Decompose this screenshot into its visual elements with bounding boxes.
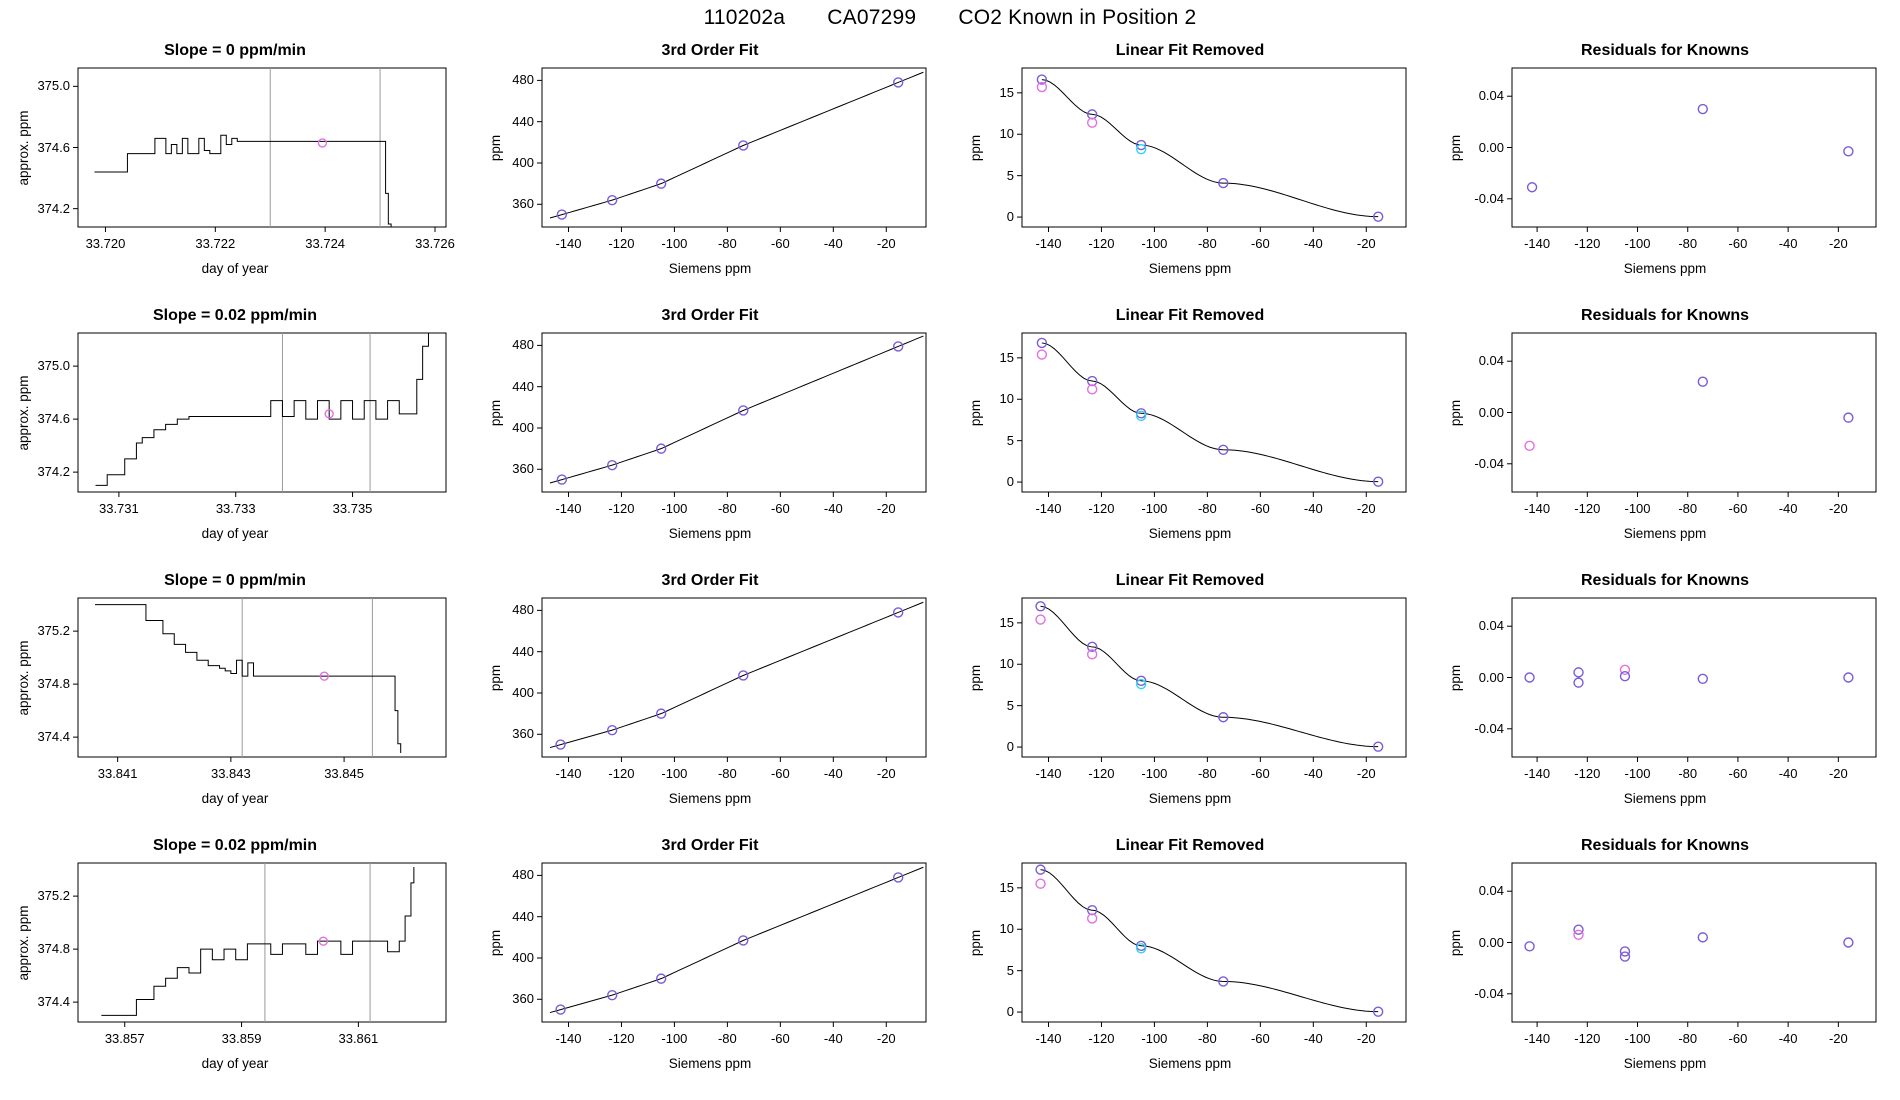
- x-tick-label: -60: [770, 766, 790, 781]
- fit-curve: [1041, 870, 1379, 1012]
- x-axis-label: Siemens ppm: [1623, 1056, 1707, 1071]
- x-tick-label: 33.722: [195, 236, 236, 251]
- y-axis-label: ppm: [968, 664, 983, 691]
- plot-box: [542, 68, 926, 227]
- y-axis-label: approx. ppm: [16, 904, 31, 981]
- x-tick-label: 33.845: [324, 766, 364, 781]
- x-tick-label: -20: [1828, 1031, 1848, 1046]
- y-axis-label: ppm: [1448, 664, 1463, 691]
- panel-r3-c4: [1430, 564, 1900, 829]
- fit-curve: [1042, 80, 1378, 217]
- x-tick-label: -40: [1778, 1031, 1798, 1046]
- plot-box: [542, 863, 926, 1022]
- data-point: [1037, 350, 1046, 359]
- x-tick-label: -60: [770, 236, 790, 251]
- panel-row-4: [0, 829, 1900, 1094]
- x-tick-label: -40: [823, 501, 843, 516]
- x-tick-label: -80: [1197, 1031, 1217, 1046]
- y-axis-label: ppm: [488, 929, 503, 956]
- y-tick-label: 375.0: [37, 358, 70, 374]
- plot-area: [950, 564, 1430, 829]
- panel-row-3: [0, 564, 1900, 829]
- x-tick-label: -80: [1197, 766, 1217, 781]
- x-tick-label: 33.726: [415, 236, 455, 251]
- x-tick-label: -60: [1250, 236, 1270, 251]
- panel-r1-c1: [0, 34, 470, 299]
- panel-title: Linear Fit Removed: [1115, 307, 1265, 324]
- x-axis-label: day of year: [201, 791, 269, 806]
- x-tick-label: -40: [823, 1031, 843, 1046]
- y-axis-label: approx. ppm: [16, 374, 31, 451]
- plot-area: [950, 34, 1430, 299]
- x-axis-label: Siemens ppm: [1148, 526, 1232, 541]
- panel-r4-c1: [0, 829, 470, 1094]
- panel-r1-c3: [950, 34, 1430, 299]
- residual-point: [1698, 674, 1707, 683]
- y-tick-label: 360: [512, 991, 534, 1007]
- y-tick-label: 440: [512, 908, 534, 924]
- y-tick-label: 360: [512, 196, 534, 212]
- x-tick-label: -40: [1778, 236, 1798, 251]
- plot-box: [78, 333, 446, 492]
- data-point: [1037, 338, 1046, 347]
- residual-point: [1574, 678, 1583, 687]
- x-tick-label: -20: [1828, 236, 1848, 251]
- panel-title: Slope = 0.02 ppm/min: [152, 307, 318, 324]
- y-tick-label: 10: [999, 391, 1014, 407]
- x-tick-label: -120: [1088, 766, 1115, 781]
- plot-box: [78, 863, 446, 1022]
- x-tick-label: -40: [823, 236, 843, 251]
- plot-box: [1512, 333, 1876, 492]
- x-tick-label: -100: [1141, 1031, 1168, 1046]
- y-tick-label: 400: [512, 949, 534, 965]
- y-tick-label: 0.04: [1478, 883, 1504, 899]
- y-tick-label: 400: [512, 419, 534, 435]
- x-tick-label: -80: [1197, 501, 1217, 516]
- fit-curve: [550, 602, 923, 747]
- x-axis-label: Siemens ppm: [668, 526, 752, 541]
- panel-title: Slope = 0 ppm/min: [164, 572, 306, 589]
- title-cylinder: CA07299: [827, 6, 917, 29]
- y-axis-label: ppm: [488, 664, 503, 691]
- panel-row-2: [0, 299, 1900, 564]
- fit-curve: [550, 867, 923, 1012]
- plot-box: [1512, 863, 1876, 1022]
- y-tick-label: 360: [512, 461, 534, 477]
- x-tick-label: -40: [1303, 501, 1323, 516]
- residual-point: [1525, 441, 1534, 450]
- x-tick-label: -80: [717, 766, 737, 781]
- y-tick-label: 10: [999, 656, 1014, 672]
- panel-title: Residuals for Knowns: [1580, 572, 1750, 589]
- panel-title: Slope = 0.02 ppm/min: [152, 837, 318, 854]
- y-tick-label: 0.00: [1478, 669, 1504, 685]
- y-tick-label: 375.0: [37, 78, 70, 94]
- panel-title: 3rd Order Fit: [661, 307, 759, 324]
- y-tick-label: 5: [1006, 962, 1014, 978]
- x-tick-label: -120: [608, 236, 635, 251]
- x-axis-label: Siemens ppm: [1148, 261, 1232, 276]
- panel-title: Slope = 0 ppm/min: [164, 42, 306, 59]
- panel-title: 3rd Order Fit: [661, 572, 759, 589]
- x-tick-label: -140: [555, 236, 582, 251]
- x-tick-label: 33.724: [305, 236, 346, 251]
- y-tick-label: 5: [1006, 697, 1014, 713]
- x-tick-label: -60: [1728, 236, 1748, 251]
- y-tick-label: 0: [1006, 474, 1014, 490]
- x-tick-label: -100: [1141, 501, 1168, 516]
- y-axis-label: ppm: [968, 134, 983, 161]
- y-tick-label: -0.04: [1474, 985, 1504, 1001]
- panel-title: Residuals for Knowns: [1580, 307, 1750, 324]
- x-tick-label: -20: [876, 236, 896, 251]
- x-tick-label: -20: [1356, 766, 1376, 781]
- plot-box: [1512, 598, 1876, 757]
- plot-box: [1022, 598, 1406, 757]
- y-tick-label: 375.2: [37, 623, 70, 639]
- x-tick-label: -140: [1524, 236, 1551, 251]
- y-tick-label: 440: [512, 378, 534, 394]
- x-tick-label: -80: [717, 501, 737, 516]
- y-axis-label: ppm: [1448, 929, 1463, 956]
- y-tick-label: 374.4: [37, 994, 70, 1010]
- y-tick-label: 0: [1006, 209, 1014, 225]
- x-tick-label: 33.857: [104, 1031, 145, 1046]
- y-tick-label: 0.04: [1478, 353, 1504, 369]
- timeseries-line: [96, 333, 429, 485]
- panel-row-1: [0, 34, 1900, 299]
- y-tick-label: 374.2: [37, 464, 70, 480]
- x-tick-label: -60: [770, 1031, 790, 1046]
- residual-point: [1844, 413, 1853, 422]
- x-axis-label: day of year: [201, 1056, 269, 1071]
- panel-title: Residuals for Knowns: [1580, 42, 1750, 59]
- x-tick-label: -20: [1828, 766, 1848, 781]
- x-tick-label: -100: [661, 236, 688, 251]
- fit-curve: [1042, 343, 1378, 482]
- y-tick-label: 0.04: [1478, 618, 1504, 634]
- panel-grid: [0, 34, 1900, 1094]
- x-tick-label: -60: [1250, 766, 1270, 781]
- y-tick-label: 0.00: [1478, 934, 1504, 950]
- x-tick-label: -60: [1728, 766, 1748, 781]
- panel-title: Linear Fit Removed: [1115, 837, 1265, 854]
- x-axis-label: Siemens ppm: [1623, 791, 1707, 806]
- x-tick-label: -80: [717, 236, 737, 251]
- panel-r3-c3: [950, 564, 1430, 829]
- plot-box: [78, 598, 446, 757]
- panel-title: 3rd Order Fit: [661, 837, 759, 854]
- y-tick-label: 440: [512, 643, 534, 659]
- x-tick-label: -140: [555, 766, 582, 781]
- x-tick-label: -60: [770, 501, 790, 516]
- timeseries-line: [95, 605, 401, 753]
- y-tick-label: 374.6: [37, 139, 70, 155]
- x-tick-label: 33.843: [210, 766, 251, 781]
- x-tick-label: -140: [1035, 766, 1062, 781]
- fit-curve: [550, 336, 923, 483]
- x-tick-label: -140: [1524, 501, 1551, 516]
- x-tick-label: -140: [1035, 1031, 1062, 1046]
- x-tick-label: -140: [555, 1031, 582, 1046]
- x-tick-label: -80: [1678, 1031, 1698, 1046]
- plot-area: [950, 829, 1430, 1094]
- y-tick-label: 440: [512, 113, 534, 129]
- x-tick-label: -100: [1141, 766, 1168, 781]
- x-tick-label: -120: [1574, 501, 1601, 516]
- data-point: [1036, 615, 1045, 624]
- x-tick-label: -40: [1303, 766, 1323, 781]
- y-tick-label: 374.2: [37, 200, 70, 216]
- plot-area: [1430, 829, 1900, 1094]
- y-tick-label: 480: [512, 867, 534, 883]
- x-tick-label: -40: [1303, 1031, 1323, 1046]
- residual-point: [1525, 673, 1534, 682]
- y-tick-label: 5: [1006, 432, 1014, 448]
- y-tick-label: -0.04: [1474, 190, 1504, 206]
- plot-area: [0, 299, 470, 564]
- y-tick-label: 400: [512, 154, 534, 170]
- fit-curve: [550, 72, 923, 218]
- x-tick-label: -40: [1778, 766, 1798, 781]
- x-tick-label: 33.733: [215, 501, 256, 516]
- y-tick-label: 10: [999, 921, 1014, 937]
- panel-title: Linear Fit Removed: [1115, 42, 1265, 59]
- x-tick-label: -60: [1250, 1031, 1270, 1046]
- plot-area: [0, 564, 470, 829]
- x-tick-label: -120: [1574, 766, 1601, 781]
- panel-r4-c2: [470, 829, 950, 1094]
- panel-r1-c4: [1430, 34, 1900, 299]
- x-tick-label: -80: [1197, 236, 1217, 251]
- x-axis-label: Siemens ppm: [668, 791, 752, 806]
- panel-title: 3rd Order Fit: [661, 42, 759, 59]
- fit-curve: [1041, 606, 1379, 746]
- x-tick-label: -20: [1356, 501, 1376, 516]
- x-tick-label: -20: [1356, 236, 1376, 251]
- x-tick-label: -120: [1088, 501, 1115, 516]
- plot-box: [1022, 68, 1406, 227]
- x-tick-label: -40: [1778, 501, 1798, 516]
- y-tick-label: 0.04: [1478, 88, 1504, 104]
- plot-area: [470, 829, 950, 1094]
- y-tick-label: 374.8: [37, 676, 70, 692]
- panel-r2-c4: [1430, 299, 1900, 564]
- residual-point: [1528, 183, 1537, 192]
- x-tick-label: -140: [555, 501, 582, 516]
- y-tick-label: 374.8: [37, 941, 70, 957]
- x-tick-label: 33.720: [85, 236, 126, 251]
- y-tick-label: 0: [1006, 1004, 1014, 1020]
- plot-area: [1430, 34, 1900, 299]
- y-axis-label: ppm: [488, 134, 503, 161]
- x-axis-label: Siemens ppm: [1623, 526, 1707, 541]
- y-tick-label: 360: [512, 726, 534, 742]
- x-tick-label: -120: [608, 766, 635, 781]
- plot-area: [950, 299, 1430, 564]
- x-tick-label: 33.859: [221, 1031, 262, 1046]
- y-axis-label: ppm: [488, 399, 503, 426]
- x-tick-label: -140: [1035, 236, 1062, 251]
- x-tick-label: -60: [1728, 501, 1748, 516]
- residual-point: [1844, 938, 1853, 947]
- panel-r3-c1: [0, 564, 470, 829]
- x-tick-label: -80: [717, 1031, 737, 1046]
- x-tick-label: -20: [1828, 501, 1848, 516]
- y-tick-label: 15: [999, 879, 1014, 895]
- plot-box: [542, 333, 926, 492]
- residual-point: [1698, 105, 1707, 114]
- panel-r4-c4: [1430, 829, 1900, 1094]
- residual-point: [1698, 377, 1707, 386]
- x-tick-label: -40: [823, 766, 843, 781]
- title-description: CO2 Known in Position 2: [958, 6, 1197, 29]
- x-tick-label: -40: [1303, 236, 1323, 251]
- panel-r3-c2: [470, 564, 950, 829]
- x-tick-label: -80: [1678, 501, 1698, 516]
- residual-point: [1525, 942, 1534, 951]
- y-tick-label: 374.6: [37, 411, 70, 427]
- plot-area: [0, 34, 470, 299]
- panel-title: Linear Fit Removed: [1115, 572, 1265, 589]
- x-axis-label: Siemens ppm: [668, 261, 752, 276]
- x-tick-label: -100: [1624, 766, 1651, 781]
- x-tick-label: -100: [1624, 236, 1651, 251]
- plot-box: [542, 598, 926, 757]
- y-axis-label: approx. ppm: [16, 639, 31, 716]
- x-tick-label: -20: [876, 766, 896, 781]
- x-tick-label: -60: [1250, 501, 1270, 516]
- residual-point: [1574, 668, 1583, 677]
- x-tick-label: -120: [608, 501, 635, 516]
- x-tick-label: 33.731: [98, 501, 139, 516]
- x-tick-label: -20: [876, 1031, 896, 1046]
- x-tick-label: -80: [1678, 766, 1698, 781]
- y-tick-label: -0.04: [1474, 455, 1504, 471]
- panel-r1-c2: [470, 34, 950, 299]
- x-axis-label: Siemens ppm: [1623, 261, 1707, 276]
- y-axis-label: ppm: [1448, 399, 1463, 426]
- x-tick-label: -80: [1678, 236, 1698, 251]
- x-tick-label: -100: [1624, 501, 1651, 516]
- y-axis-label: approx. ppm: [16, 109, 31, 186]
- timeseries-line: [101, 867, 414, 1015]
- x-axis-label: Siemens ppm: [1148, 791, 1232, 806]
- y-axis-label: ppm: [968, 399, 983, 426]
- x-tick-label: 33.735: [332, 501, 373, 516]
- y-tick-label: 5: [1006, 167, 1014, 183]
- figure-title: [0, 6, 1900, 30]
- data-point: [1036, 879, 1045, 888]
- x-tick-label: -120: [1574, 1031, 1601, 1046]
- x-axis-label: day of year: [201, 261, 269, 276]
- x-axis-label: Siemens ppm: [668, 1056, 752, 1071]
- x-tick-label: -120: [1088, 1031, 1115, 1046]
- x-tick-label: -120: [608, 1031, 635, 1046]
- x-tick-label: -100: [661, 1031, 688, 1046]
- panel-title: Residuals for Knowns: [1580, 837, 1750, 854]
- plot-area: [0, 829, 470, 1094]
- x-tick-label: 33.841: [97, 766, 138, 781]
- y-tick-label: -0.04: [1474, 720, 1504, 736]
- plot-area: [1430, 299, 1900, 564]
- x-tick-label: -120: [1574, 236, 1601, 251]
- timeseries-line: [94, 135, 391, 227]
- residual-point: [1844, 147, 1853, 156]
- y-tick-label: 400: [512, 684, 534, 700]
- plot-box: [1022, 863, 1406, 1022]
- y-tick-label: 10: [999, 126, 1014, 142]
- y-tick-label: 15: [999, 84, 1014, 100]
- y-tick-label: 15: [999, 349, 1014, 365]
- y-tick-label: 480: [512, 337, 534, 353]
- x-tick-label: -100: [661, 501, 688, 516]
- x-tick-label: -60: [1728, 1031, 1748, 1046]
- x-tick-label: -100: [1141, 236, 1168, 251]
- title-id: 110202a: [703, 6, 786, 29]
- x-tick-label: -140: [1524, 1031, 1551, 1046]
- x-tick-label: -100: [661, 766, 688, 781]
- y-tick-label: 374.4: [37, 729, 70, 745]
- residual-point: [1698, 933, 1707, 942]
- x-tick-label: -100: [1624, 1031, 1651, 1046]
- plot-area: [470, 34, 950, 299]
- plot-box: [1022, 333, 1406, 492]
- x-tick-label: -140: [1035, 501, 1062, 516]
- panel-r2-c2: [470, 299, 950, 564]
- x-tick-label: 33.861: [338, 1031, 379, 1046]
- y-tick-label: 375.2: [37, 888, 70, 904]
- x-tick-label: -20: [1356, 1031, 1376, 1046]
- plot-area: [470, 299, 950, 564]
- y-tick-label: 480: [512, 72, 534, 88]
- panel-r4-c3: [950, 829, 1430, 1094]
- y-tick-label: 0.00: [1478, 404, 1504, 420]
- y-tick-label: 0.00: [1478, 139, 1504, 155]
- y-tick-label: 480: [512, 602, 534, 618]
- x-axis-label: Siemens ppm: [1148, 1056, 1232, 1071]
- panel-r2-c1: [0, 299, 470, 564]
- residual-point: [1844, 673, 1853, 682]
- y-tick-label: 15: [999, 614, 1014, 630]
- x-tick-label: -140: [1524, 766, 1551, 781]
- x-tick-label: -120: [1088, 236, 1115, 251]
- plot-box: [78, 68, 446, 227]
- plot-area: [470, 564, 950, 829]
- plot-area: [1430, 564, 1900, 829]
- y-tick-label: 0: [1006, 739, 1014, 755]
- x-axis-label: day of year: [201, 526, 269, 541]
- panel-r2-c3: [950, 299, 1430, 564]
- y-axis-label: ppm: [968, 929, 983, 956]
- residual-point: [1620, 672, 1629, 681]
- mean-marker: [318, 139, 326, 147]
- plot-box: [1512, 68, 1876, 227]
- x-tick-label: -20: [876, 501, 896, 516]
- y-axis-label: ppm: [1448, 134, 1463, 161]
